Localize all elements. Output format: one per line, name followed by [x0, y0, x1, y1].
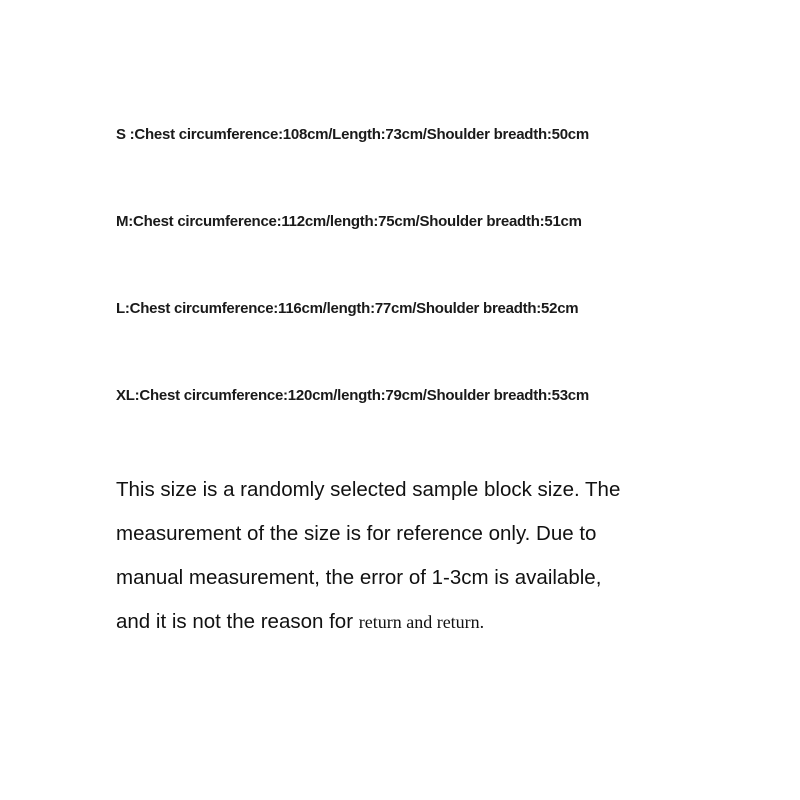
- size-m-measurements: M:Chest circumference:112cm/length:75cm/Shoulder breadth:51cm: [116, 213, 582, 230]
- measurement-disclaimer: [116, 468, 716, 644]
- disclaimer-line-3: manual measurement, the error of 1-3cm is available,: [116, 566, 602, 589]
- disclaimer-line-1: This size is a randomly selected sample block size. The: [116, 478, 621, 501]
- disclaimer-line-2: measurement of the size is for reference only. Due to: [116, 522, 597, 545]
- disclaimer-line-4-tail: return and return.: [358, 612, 485, 632]
- size-l-measurements: L:Chest circumference:116cm/length:77cm/Shoulder breadth:52cm: [116, 300, 579, 317]
- disclaimer-line-4: [116, 600, 716, 644]
- disclaimer-line-4-main: and it is not the reason for: [116, 610, 359, 633]
- size-xl-measurements: XL:Chest circumference:120cm/length:79cm/Shoulder breadth:53cm: [116, 387, 589, 404]
- size-s-measurements: S :Chest circumference:108cm/Length:73cm/Shoulder breadth:50cm: [116, 126, 589, 143]
